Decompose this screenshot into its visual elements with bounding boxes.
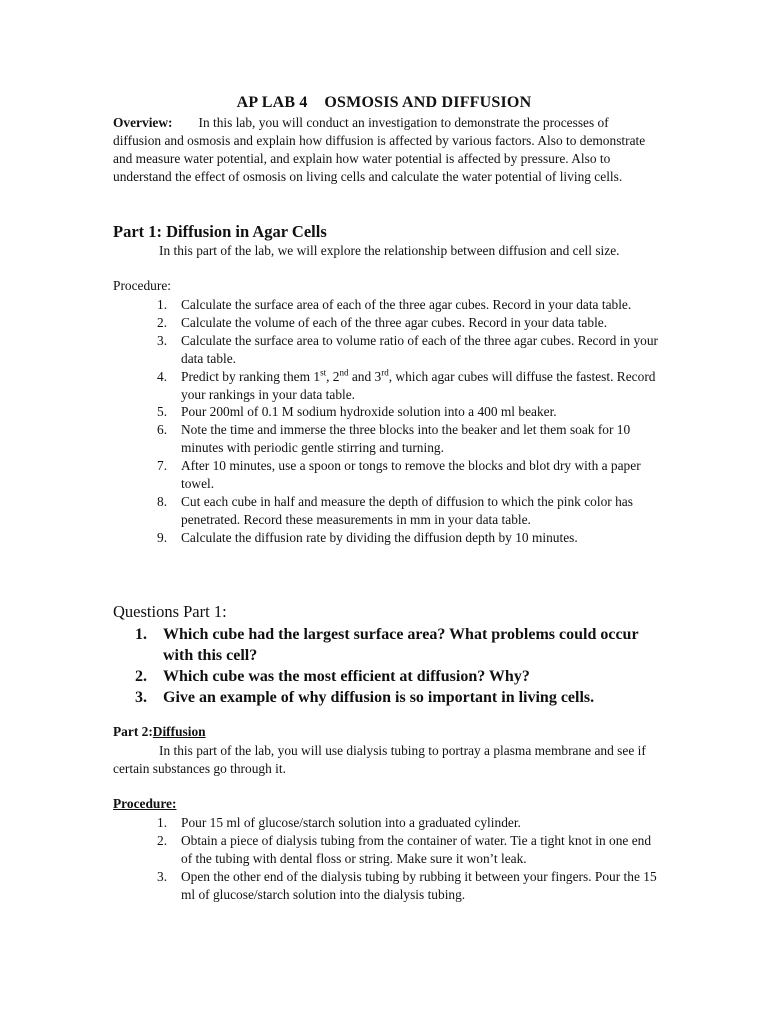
overview-paragraph — [113, 114, 653, 186]
step-number: 1. — [157, 815, 168, 830]
questions-part1-heading: Questions Part 1: — [113, 602, 227, 621]
list-item — [113, 368, 658, 404]
part1-intro-text: In this part of the lab, we will explore the relationship between diffusion and cell size. — [159, 243, 620, 258]
list-item — [113, 529, 658, 547]
question-number: 1. — [135, 626, 147, 643]
step-text: Calculate the volume of each of the three agar cubes. Record in your data table. — [181, 314, 608, 330]
step-number: 3. — [157, 332, 168, 348]
part2-heading-label: Part 2: — [113, 724, 153, 739]
step-text-part: , 2 — [326, 368, 340, 384]
question-text: Which cube was the most efficient at diffusion? Why? — [163, 668, 530, 685]
part2-procedure-label: Procedure: — [113, 796, 177, 811]
question-text: Give an example of why diffusion is so important in living cells. — [163, 689, 595, 706]
list-item — [113, 624, 658, 666]
step-number: 2. — [157, 314, 168, 330]
step-number: 9. — [157, 529, 168, 545]
step-text: Obtain a piece of dialysis tubing from the container of water. Tie a tight knot in one end of the tubing with dental floss or string. Make sure it won’t leak. — [181, 832, 652, 866]
superscript: nd — [339, 367, 349, 378]
step-text: After 10 minutes, use a spoon or tongs to remove the blocks and blot dry with a paper towel. — [181, 458, 641, 492]
part2-heading — [113, 724, 206, 740]
step-text — [181, 369, 655, 402]
step-number: 3. — [157, 868, 168, 884]
list-item — [113, 666, 658, 687]
step-text-part: , which agar cubes will diffuse the fastest. Record your rankings in your data table. — [181, 368, 656, 402]
page-title: AP LAB 4 OSMOSIS AND DIFFUSION — [236, 94, 532, 111]
part1-procedure-label: Procedure: — [113, 278, 172, 293]
list-item — [113, 332, 658, 368]
step-text: Calculate the diffusion rate by dividing the diffusion depth by 10 minutes. — [181, 529, 578, 545]
question-text: Which cube had the largest surface area? What problems could occur with this cell? — [163, 626, 639, 664]
step-text: Pour 200ml of 0.1 M sodium hydroxide solution into a 400 ml beaker. — [181, 404, 557, 420]
step-text: Calculate the surface area to volume ratio of each of the three agar cubes. Record in your data table. — [181, 332, 659, 366]
step-number: 1. — [157, 297, 168, 312]
step-text: Note the time and immerse the three blocks into the beaker and let them soak for 10 minutes with periodic gentle stirring and turning. — [181, 422, 631, 456]
overview-text: In this lab, you will conduct an investigation to demonstrate the processes of diffusion and osmosis and explain how diffusion is affected by various factors. Also to demonstrate and measure water potential, and explain how water potential is affected by pressure. Also to understand the effect of osmosis on living cells and calculate the water potential of living cells. — [113, 115, 646, 184]
part1-procedure-list — [113, 296, 658, 547]
list-item — [113, 314, 658, 332]
part2-heading-sub: Diffusion — [152, 724, 206, 739]
step-text: Pour 15 ml of glucose/starch solution into a graduated cylinder. — [181, 815, 521, 830]
step-number: 8. — [157, 493, 168, 509]
question-number: 3. — [135, 689, 147, 706]
part2-procedure-list — [113, 814, 658, 904]
part2-intro — [113, 742, 653, 778]
questions-part1-list — [113, 624, 658, 708]
step-number: 5. — [157, 404, 168, 420]
step-text: Calculate the surface area of each of the three agar cubes. Record in your data table. — [181, 297, 632, 312]
part2-intro-text: In this part of the lab, you will use dialysis tubing to portray a plasma membrane and see if certain substances go through it. — [113, 743, 646, 776]
part1-intro — [113, 242, 653, 260]
list-item — [113, 457, 658, 493]
list-item — [113, 687, 658, 708]
overview-label: Overview: — [113, 115, 173, 130]
superscript: st — [320, 367, 327, 378]
list-item — [113, 296, 658, 314]
step-text: Cut each cube in half and measure the depth of diffusion to which the pink color has penetrated. Record these measurements in mm in your data table. — [181, 493, 633, 527]
question-number: 2. — [135, 668, 147, 685]
step-text-part: and 3 — [348, 368, 382, 384]
list-item — [113, 814, 658, 832]
step-text: Open the other end of the dialysis tubing by rubbing it between your fingers. Pour the 15 ml of glucose/starch solution into the dialysis tubing. — [181, 868, 657, 902]
list-item — [113, 403, 658, 421]
list-item — [113, 868, 658, 904]
superscript: rd — [381, 367, 389, 378]
step-number: 6. — [157, 422, 168, 438]
list-item — [113, 493, 658, 529]
list-item — [113, 832, 658, 868]
step-text-part: Predict by ranking them 1 — [181, 368, 321, 384]
step-number: 4. — [157, 368, 168, 384]
step-number: 7. — [157, 458, 168, 474]
list-item — [113, 421, 658, 457]
step-number: 2. — [157, 832, 168, 848]
part1-heading: Part 1: Diffusion in Agar Cells — [113, 222, 327, 241]
